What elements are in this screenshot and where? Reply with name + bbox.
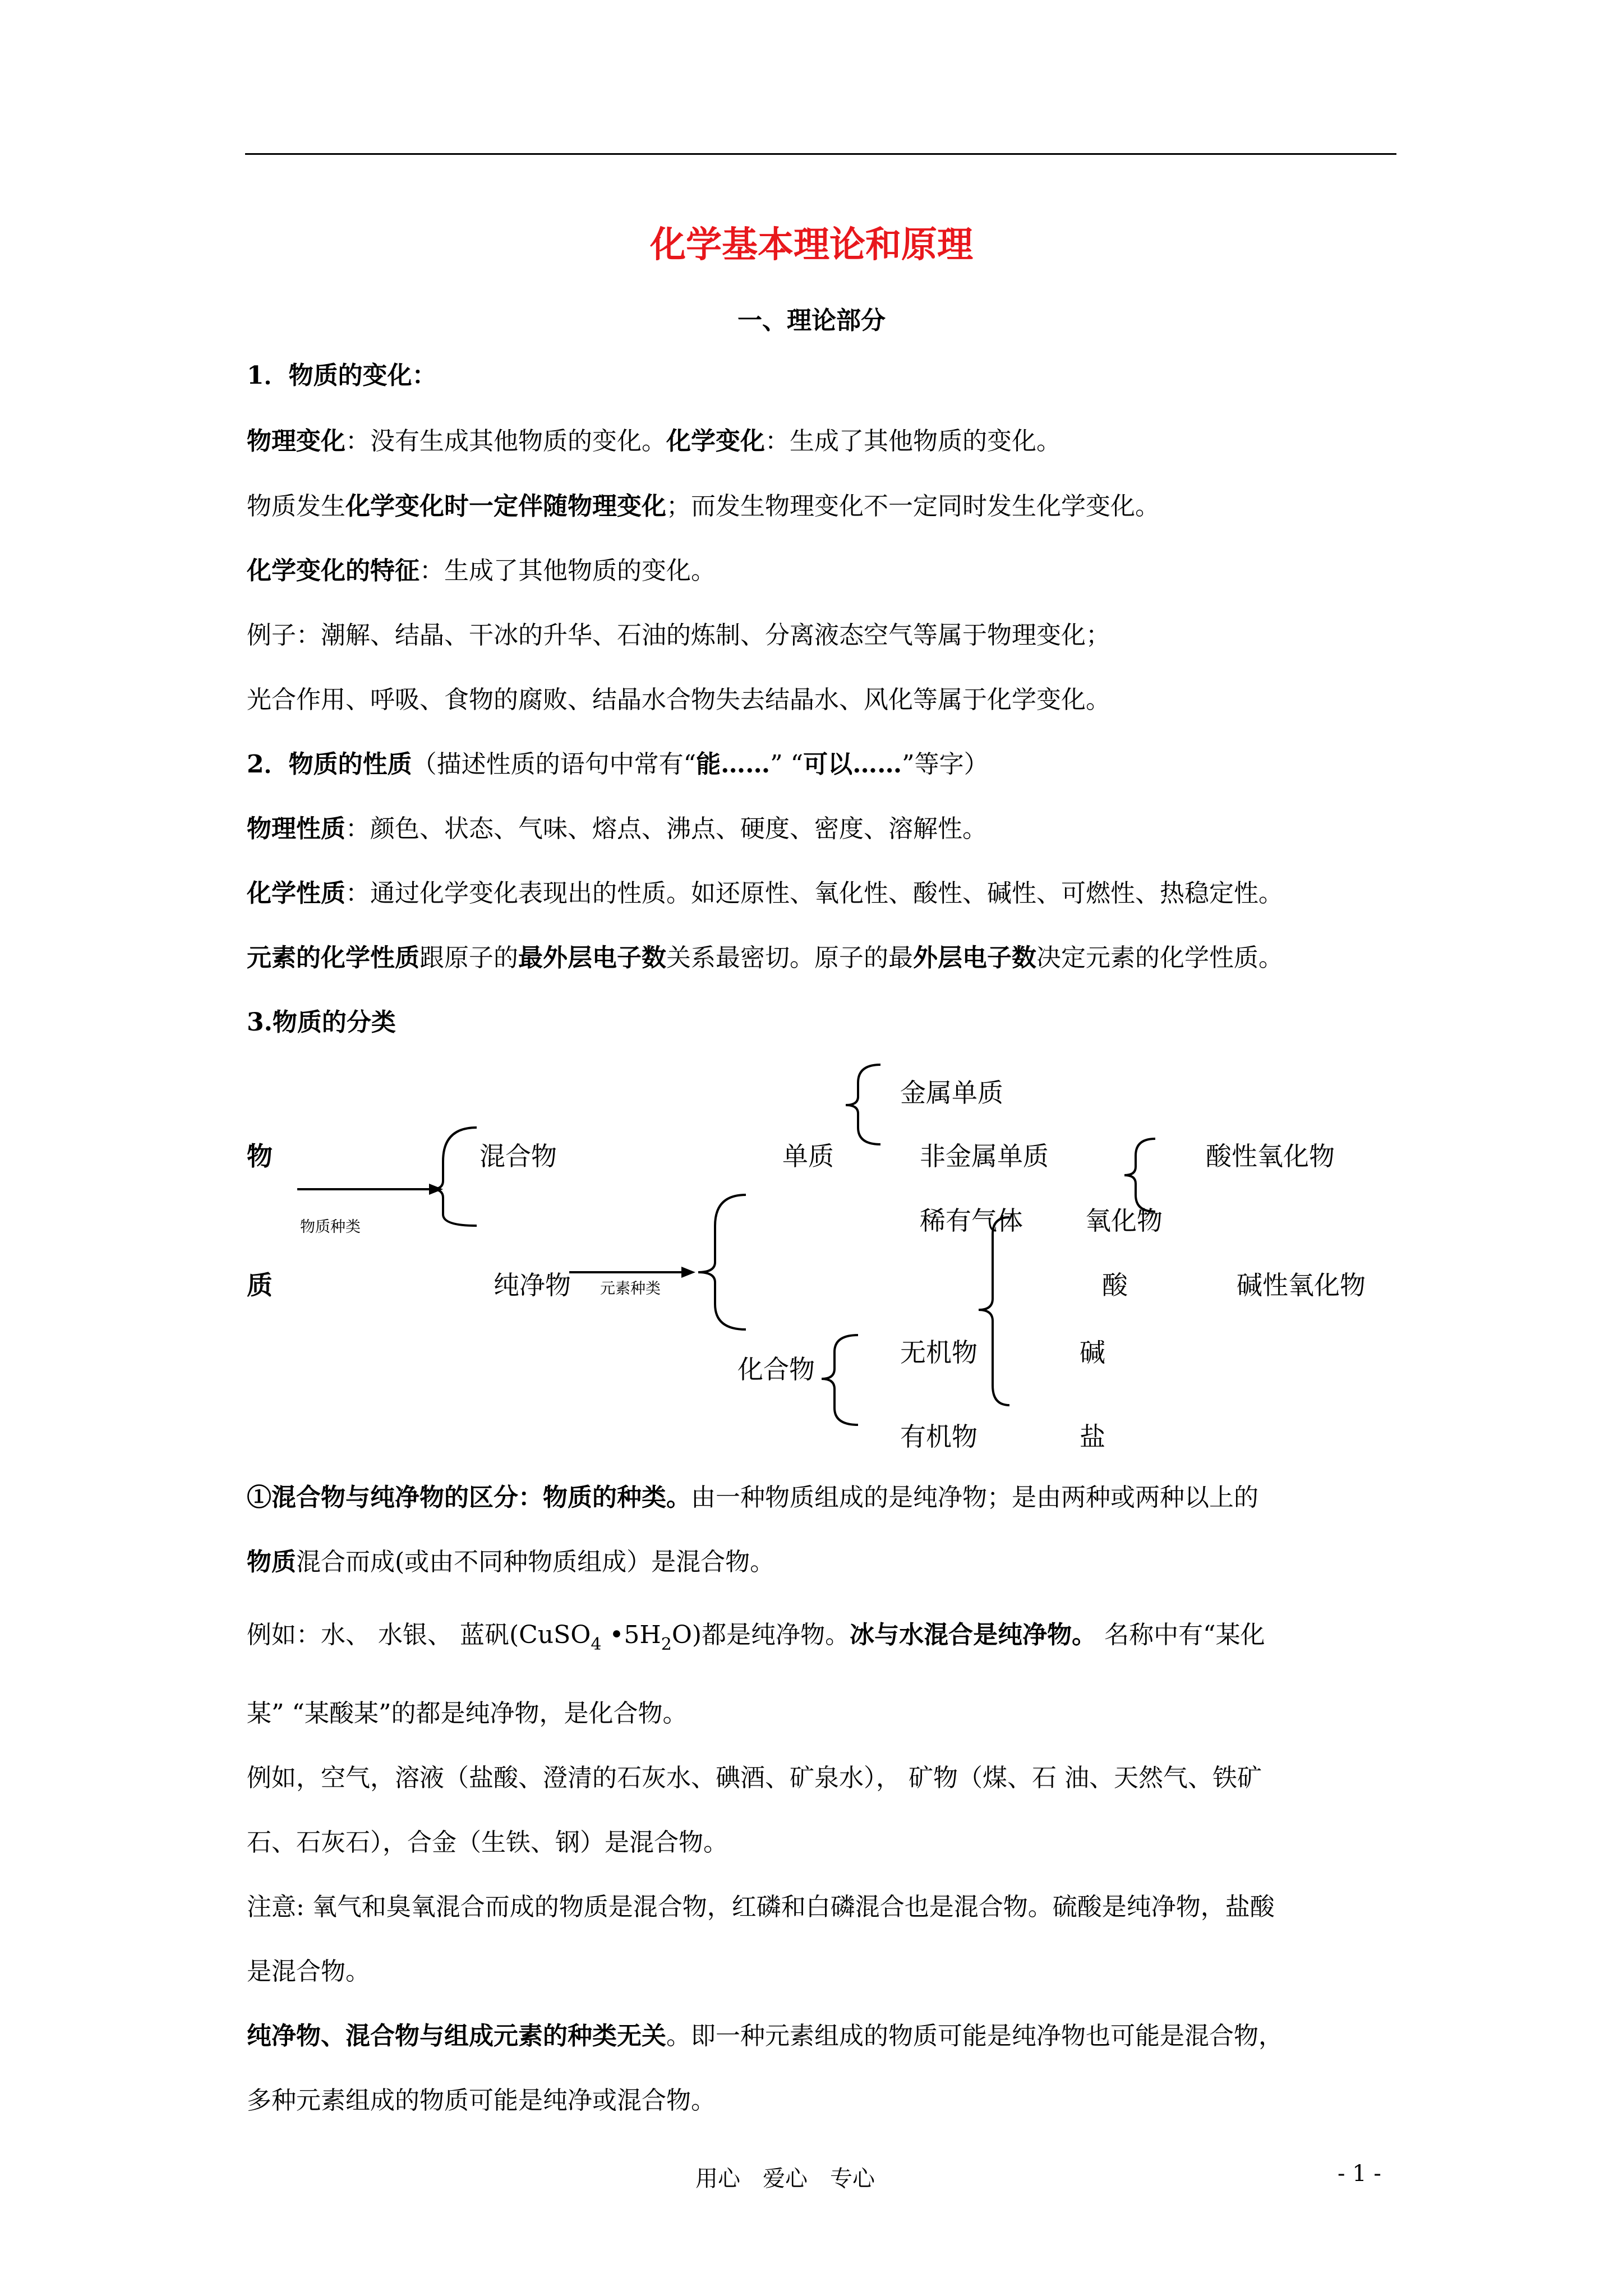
heading-2: 2．物质的性质（描述性质的语句中常有“能……” “可以……”等字） (247, 750, 989, 779)
arrow-label-element-type: 元素种类 (600, 1280, 661, 1297)
paragraph-line: 化学性质：通过化学变化表现出的性质。如还原性、氧化性、酸性、碱性、可燃性、热稳定性。 (247, 879, 1283, 908)
heading-1: 1．物质的变化： (247, 361, 437, 390)
diagram-pure-substance: 纯净物 (494, 1270, 571, 1300)
paragraph-line: 物质混合而成(或由不同种物质组成）是混合物。 (247, 1548, 775, 1576)
paragraph-line: 化学变化的特征：生成了其他物质的变化。 (247, 556, 716, 585)
paragraph-line: 石、石灰石），合金（生铁、钢）是混合物。 (247, 1828, 728, 1857)
diagram-oxide: 氧化物 (1085, 1205, 1163, 1236)
diagram-wu: 物 (247, 1141, 273, 1171)
paragraph-line: 元素的化学性质跟原子的最外层电子数关系最密切。原子的最外层电子数决定元素的化学性质。 (247, 944, 1283, 972)
diagram-element: 单质 (782, 1141, 834, 1171)
brace-mixture-pure (432, 1128, 477, 1226)
diagram-inorganic: 无机物 (900, 1337, 978, 1368)
diagram-noble-gas: 稀有气体 (920, 1205, 1023, 1236)
brace-oxide-acid-base-salt (979, 1217, 1009, 1405)
paragraph-line: 纯净物、混合物与组成元素的种类无关。即一种元素组成的物质可能是纯净物也可能是混合物， (247, 2022, 1283, 2050)
footer-motto: 用心 爱心 专心 (695, 2166, 875, 2192)
brace-metal-nonmetal (846, 1065, 880, 1144)
paragraph-line: 物理变化：没有生成其他物质的变化。化学变化：生成了其他物质的变化。 (247, 427, 1061, 455)
diagram-base: 碱 (1080, 1337, 1105, 1368)
diagram-salt: 盐 (1080, 1421, 1105, 1452)
paragraph-line: 物理性质：颜色、状态、气味、熔点、沸点、硬度、密度、溶解性。 (247, 815, 987, 843)
arrow-head (681, 1267, 695, 1278)
paragraph-line: 光合作用、呼吸、食物的腐败、结晶水合物失去结晶水、风化等属于化学变化。 (247, 685, 1110, 714)
diagram-basic-oxide: 碱性氧化物 (1237, 1270, 1366, 1300)
paragraph-line: 例如，空气，溶液（盐酸、澄清的石灰水、碘酒、矿泉水）， 矿物（煤、石 油、天然气、铁矿 (247, 1764, 1262, 1792)
diagram-zhi: 质 (247, 1270, 273, 1300)
paragraph-line: ①混合物与纯净物的区分：物质的种类。由一种物质组成的是纯净物；是由两种或两种以上的 (247, 1483, 1258, 1512)
paragraph-line: 注意: 氧气和臭氧混合而成的物质是混合物，红磷和白磷混合也是混合物。硫酸是纯净物，盐酸 (247, 1893, 1275, 1921)
paragraph-line: 物质发生化学变化时一定伴随物理变化；而发生物理变化不一定同时发生化学变化。 (247, 492, 1160, 521)
heading-3: 3.物质的分类 (247, 1008, 396, 1037)
brace-element-compound (698, 1195, 746, 1329)
diagram-compound: 化合物 (737, 1354, 815, 1384)
page-number: - 1 - (1338, 2161, 1381, 2187)
diagram-organic: 有机物 (900, 1421, 978, 1452)
diagram-metal-element: 金属单质 (900, 1078, 1003, 1108)
diagram-nonmetal-element: 非金属单质 (920, 1141, 1049, 1171)
paragraph-line: 例子：潮解、结晶、干冰的升华、石油的炼制、分离液态空气等属于物理变化； (247, 621, 1110, 650)
diagram-acid: 酸 (1102, 1270, 1128, 1300)
arrow-label-substance-type: 物质种类 (300, 1218, 361, 1236)
diagram-mixture: 混合物 (479, 1141, 557, 1171)
diagram-acidic-oxide: 酸性氧化物 (1206, 1141, 1335, 1171)
section-heading: 一、理论部分 (737, 306, 886, 335)
paragraph-line: 是混合物。 (247, 1957, 370, 1986)
paragraph-line: 某” “某酸某”的都是纯净物，是化合物。 (247, 1699, 688, 1728)
paragraph-line: 多种元素组成的物质可能是纯净或混合物。 (247, 2086, 716, 2115)
paragraph-line: 例如：水、 水银、 蓝矾(CuSO$_4$ $•5H_2O$)都是纯净物。冰与水混合是纯净物。 名称中有“某化 (247, 1621, 1265, 1654)
brace-inorganic-organic (822, 1335, 858, 1425)
document-title: 化学基本理论和原理 (650, 224, 973, 266)
